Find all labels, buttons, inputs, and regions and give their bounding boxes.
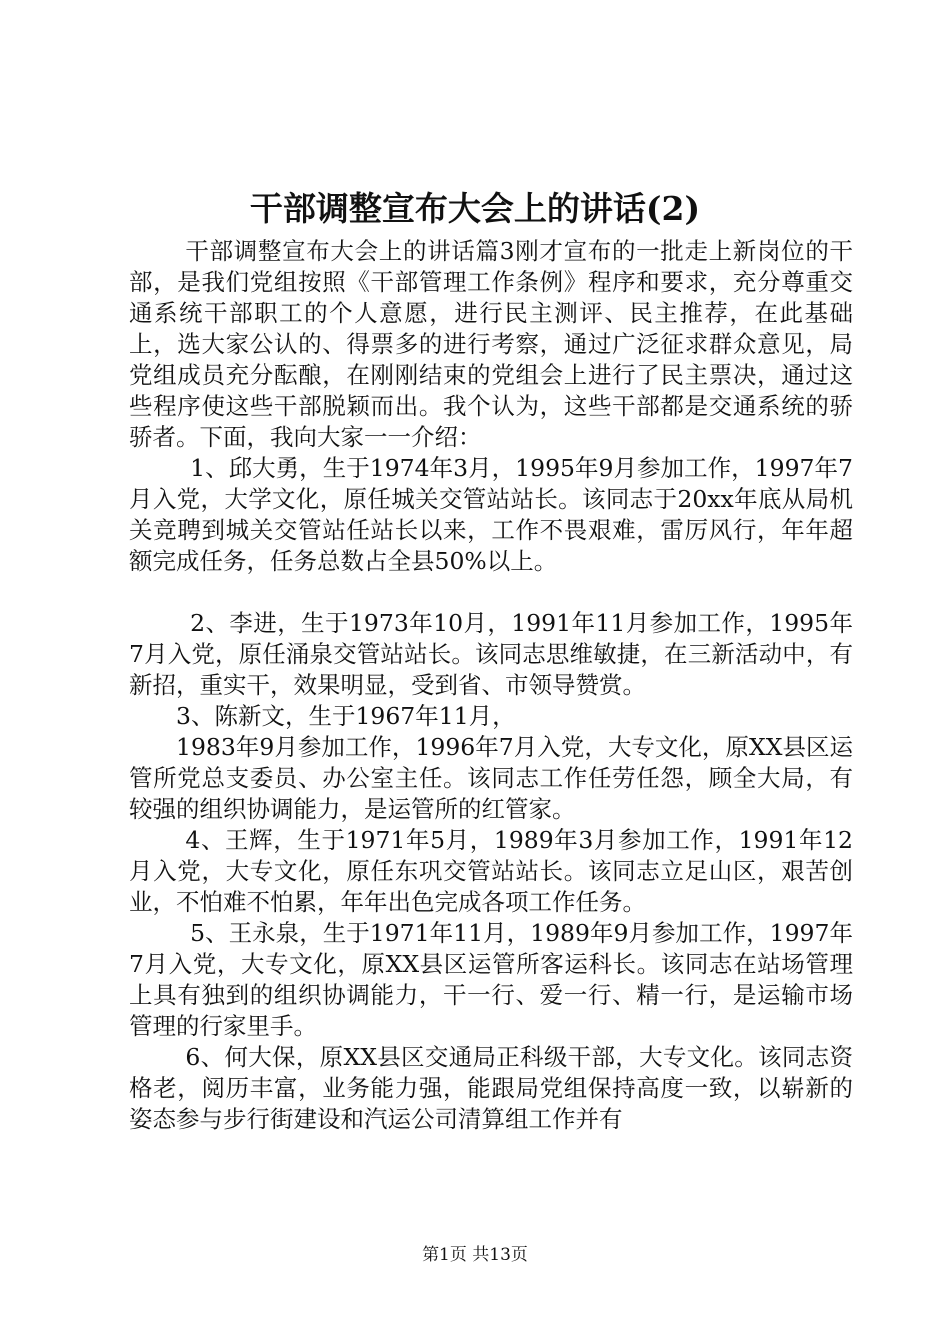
document-title: 干部调整宣布大会上的讲话(2) [249, 189, 701, 228]
paragraph-item-3-body: 1983年9月参加工作，1996年7月入党，大专文化，原XX县区运管所党总支委员、办公室主任。该同志工作任劳任怨，顾全大局，有较强的组织协调能力，是运管所的红管家。 [129, 733, 853, 823]
paragraph-item-6: 6、何大保，原XX县区交通局正科级干部，大专文化。该同志资格老，阅历丰富，业务能力强，能跟局党组保持高度一致，以崭新的姿态参与步行街建设和汽运公司清算组工作并有 [129, 1043, 853, 1133]
paragraph-item-2: 2、李进，生于1973年10月，1991年11月参加工作，1995年7月入党，原任涌泉交管站站长。该同志思维敏捷，在三新活动中，有新招，重实干，效果明显，受到省、市领导赞赏。 [129, 609, 853, 699]
paragraph-item-3-head: 3、陈新文，生于1967年11月， [176, 702, 516, 730]
paragraph-item-1: 1、邱大勇，生于1974年3月，1995年9月参加工作，1997年7月入党，大学文化，原任城关交管站站长。该同志于20xx年底从局机关竞聘到城关交管站任站长以来，工作不畏艰难，雷厉风行，年年超额完成任务，任务总数占全县50%以上。 [129, 454, 853, 575]
document-body [129, 236, 853, 1135]
paragraph-intro: 干部调整宣布大会上的讲话篇3刚才宣布的一批走上新岗位的干部，是我们党组按照《干部管理工作条例》程序和要求，充分尊重交通系统干部职工的个人意愿，进行民主测评、民主推荐，在此基础上，选大家公认的、得票多的进行考察，通过广泛征求群众意见，局党组成员充分酝酿，在刚刚结束的党组会上进行了民主票决，通过这些程序使这些干部脱颖而出。我个认为，这些干部都是交通系统的骄骄者。下面，我向大家一一介绍： [129, 237, 853, 451]
paragraph-item-4: 4、王辉，生于1971年5月，1989年3月参加工作，1991年12月入党，大专文化，原任东巩交管站站长。该同志立足山区，艰苦创业，不怕难不怕累，年年出色完成各项工作任务。 [129, 826, 853, 916]
paragraph-item-5: 5、王永泉，生于1971年11月，1989年9月参加工作，1997年7月入党，大专文化，原XX县区运管所客运科长。该同志在站场管理上具有独到的组织协调能力，干一行、爱一行、精一行，是运输市场管理的行家里手。 [129, 919, 853, 1040]
page-number-footer: 第1页 共13页 [422, 1245, 528, 1265]
